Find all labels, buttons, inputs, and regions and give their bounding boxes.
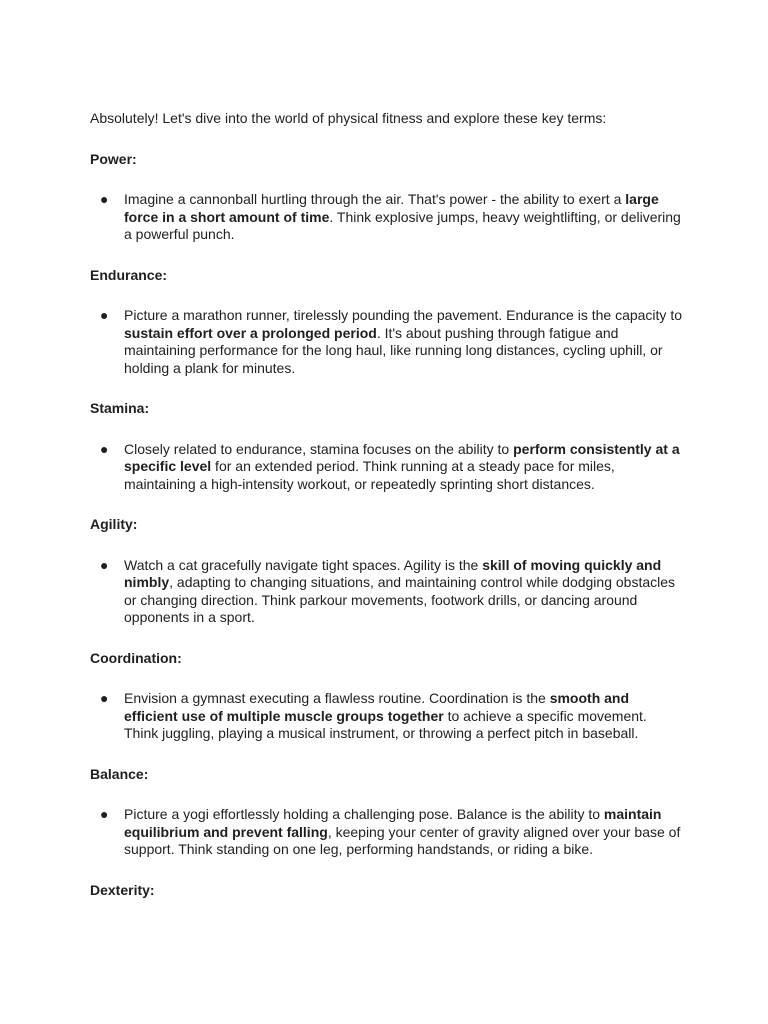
- heading-spacer: [90, 534, 682, 557]
- section-heading: Dexterity:: [90, 881, 155, 898]
- body-text: , keeping your center of gravity aligned over your base of support. Think standing on one leg, performing handstands, or riding a bike.: [124, 823, 681, 857]
- document-body: [90, 110, 682, 899]
- body-text: Watch a cat gracefully navigate tight spaces. Agility is the: [124, 556, 483, 573]
- section-spacer: [90, 859, 682, 882]
- section-heading: Stamina:: [90, 400, 150, 416]
- bullet-item: [90, 806, 682, 859]
- bullet-dot-icon: ●: [100, 806, 109, 822]
- section-spacer: [90, 128, 682, 151]
- body-text: Imagine a cannonball hurtling through the air. That's power - the ability to exert a: [124, 191, 626, 207]
- bullet-list: [90, 806, 682, 859]
- bold-text: smooth and efficient use of multiple muscle groups together: [124, 690, 630, 724]
- heading-spacer: [90, 783, 682, 806]
- bullet-dot-icon: ●: [100, 191, 109, 207]
- body-text: to achieve a specific movement. Think juggling, playing a musical instrument, or throwing a perfect pitch in baseball.: [124, 707, 647, 741]
- bullet-item: [90, 557, 682, 627]
- bullet-item: [90, 441, 682, 494]
- section-heading: Balance:: [90, 765, 149, 782]
- bold-text: skill of moving quickly and nimbly: [124, 556, 662, 590]
- bullet-dot-icon: ●: [100, 440, 109, 457]
- body-text: Picture a yogi effortlessly holding a challenging pose. Balance is the ability to: [124, 806, 604, 822]
- section-spacer: [90, 244, 682, 267]
- bullet-list: [90, 690, 682, 743]
- section-spacer: [90, 627, 682, 650]
- bullet-dot-icon: ●: [100, 556, 109, 573]
- section-spacer: [90, 493, 682, 516]
- bold-text: sustain effort over a prolonged period: [124, 324, 377, 341]
- bullet-list: [90, 441, 682, 494]
- body-text: Picture a marathon runner, tirelessly pounding the pavement. Endurance is the capacity to: [124, 307, 682, 323]
- sections-container: [90, 128, 682, 900]
- bold-text: perform consistently at a specific level: [124, 440, 680, 474]
- bullet-item: [90, 690, 682, 743]
- bullet-list: [90, 557, 682, 627]
- section-heading: Coordination:: [90, 649, 182, 666]
- bullet-dot-icon: ●: [100, 690, 109, 706]
- section-spacer: [90, 377, 682, 400]
- heading-spacer: [90, 418, 682, 441]
- section-heading: Power:: [90, 150, 137, 167]
- section-spacer: [90, 743, 682, 766]
- bullet-item: [90, 191, 682, 244]
- intro-paragraph: Absolutely! Let's dive into the world of physical fitness and explore these key terms:: [90, 110, 607, 126]
- bullet-dot-icon: ●: [100, 307, 109, 323]
- body-text: . Think explosive jumps, heavy weightlifting, or delivering a powerful punch.: [124, 208, 681, 242]
- bold-text: large force in a short amount of time: [124, 191, 659, 225]
- bullet-list: [90, 307, 682, 377]
- bullet-item: [90, 307, 682, 377]
- section-heading: Agility:: [90, 516, 138, 532]
- bullet-list: [90, 191, 682, 244]
- section-heading: Endurance:: [90, 266, 168, 283]
- heading-spacer: [90, 284, 682, 307]
- heading-spacer: [90, 168, 682, 191]
- heading-spacer: [90, 667, 682, 690]
- body-text: , adapting to changing situations, and maintaining control while dodging obstacles or changing direction. Think parkour movements, footwork drills, or dancing around opponents in a sport.: [124, 574, 676, 625]
- body-text: . It's about pushing through fatigue and maintaining performance for the long haul, like running long distances, cycling uphill, or holding a plank for minutes.: [124, 324, 663, 376]
- body-text: Envision a gymnast executing a flawless routine. Coordination is the: [124, 690, 550, 706]
- body-text: for an extended period. Think running at a steady pace for miles, maintaining a high-intensity workout, or repeatedly sprinting short distances.: [124, 458, 615, 492]
- body-text: Closely related to endurance, stamina focuses on the ability to: [124, 440, 514, 457]
- bold-text: maintain equilibrium and prevent falling: [124, 806, 662, 840]
